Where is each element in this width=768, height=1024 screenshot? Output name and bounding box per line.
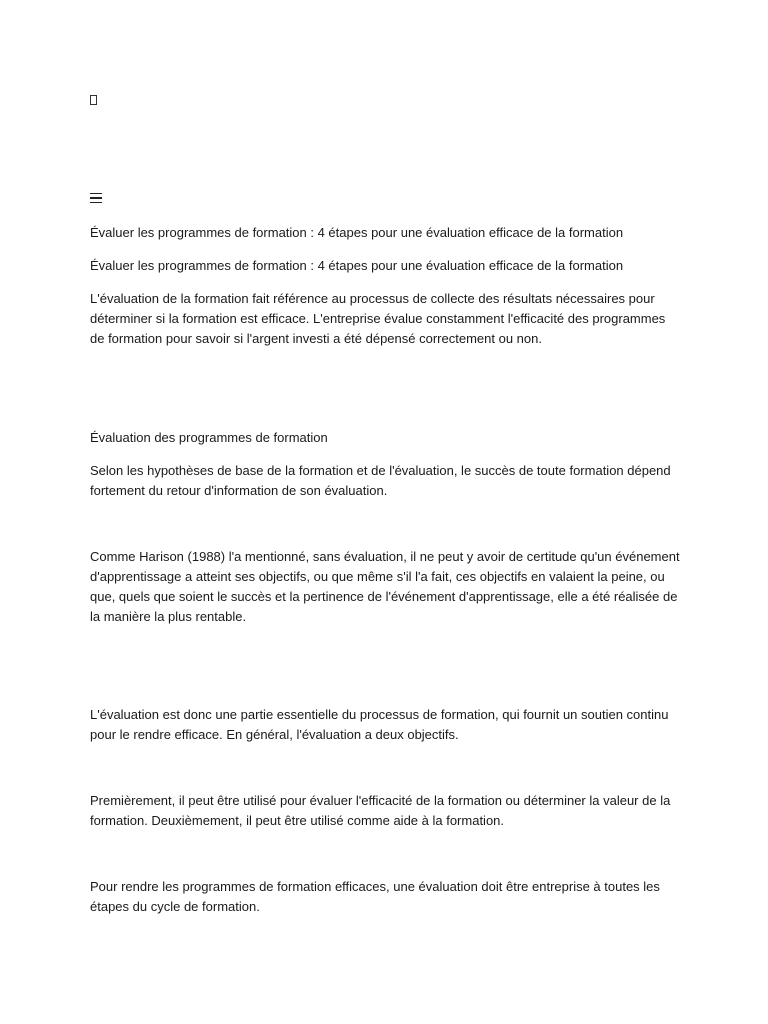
- paragraph-5: Pour rendre les programmes de formation efficaces, une évaluation doit être entreprise à toutes les étapes du cycle de formation.: [90, 879, 660, 914]
- paragraph-2: Comme Harison (1988) l'a mentionné, sans évaluation, il ne peut y avoir de certitude qu'un événement d'apprentissage a atteint ses objectifs, ou que même s'il l'a fait, ces objectifs en valaient la peine, ou que, quels que soient le succès et la pertinence de l'événement d'apprentissage, elle a été réalisée de la manière la plus rentable.: [90, 549, 680, 624]
- missing-glyph-icon: [90, 95, 97, 105]
- document-title: Évaluer les programmes de formation : 4 étapes pour une évaluation efficace de la formation: [90, 225, 624, 240]
- paragraph-1: Selon les hypothèses de base de la formation et de l'évaluation, le succès de toute formation dépend fortement du retour d'information de son évaluation.: [90, 463, 671, 498]
- intro-paragraph: L'évaluation de la formation fait référence au processus de collecte des résultats nécessaires pour déterminer si la formation est efficace. L'entreprise évalue constamment l'efficacité des programmes de formation pour savoir si l'argent investi a été dépensé correctement ou non.: [90, 291, 666, 346]
- section-heading: Évaluation des programmes de formation: [90, 430, 328, 445]
- paragraph-4: Premièrement, il peut être utilisé pour évaluer l'efficacité de la formation ou déterminer la valeur de la formation. Deuxièmement, il peut être utilisé comme aide à la formation.: [90, 793, 671, 828]
- hamburger-menu-icon[interactable]: [90, 193, 102, 205]
- paragraph-3: L'évaluation est donc une partie essentielle du processus de formation, qui fournit un soutien continu pour le rendre efficace. En général, l'évaluation a deux objectifs.: [90, 707, 669, 742]
- document-subtitle: Évaluer les programmes de formation : 4 étapes pour une évaluation efficace de la formation: [90, 258, 624, 273]
